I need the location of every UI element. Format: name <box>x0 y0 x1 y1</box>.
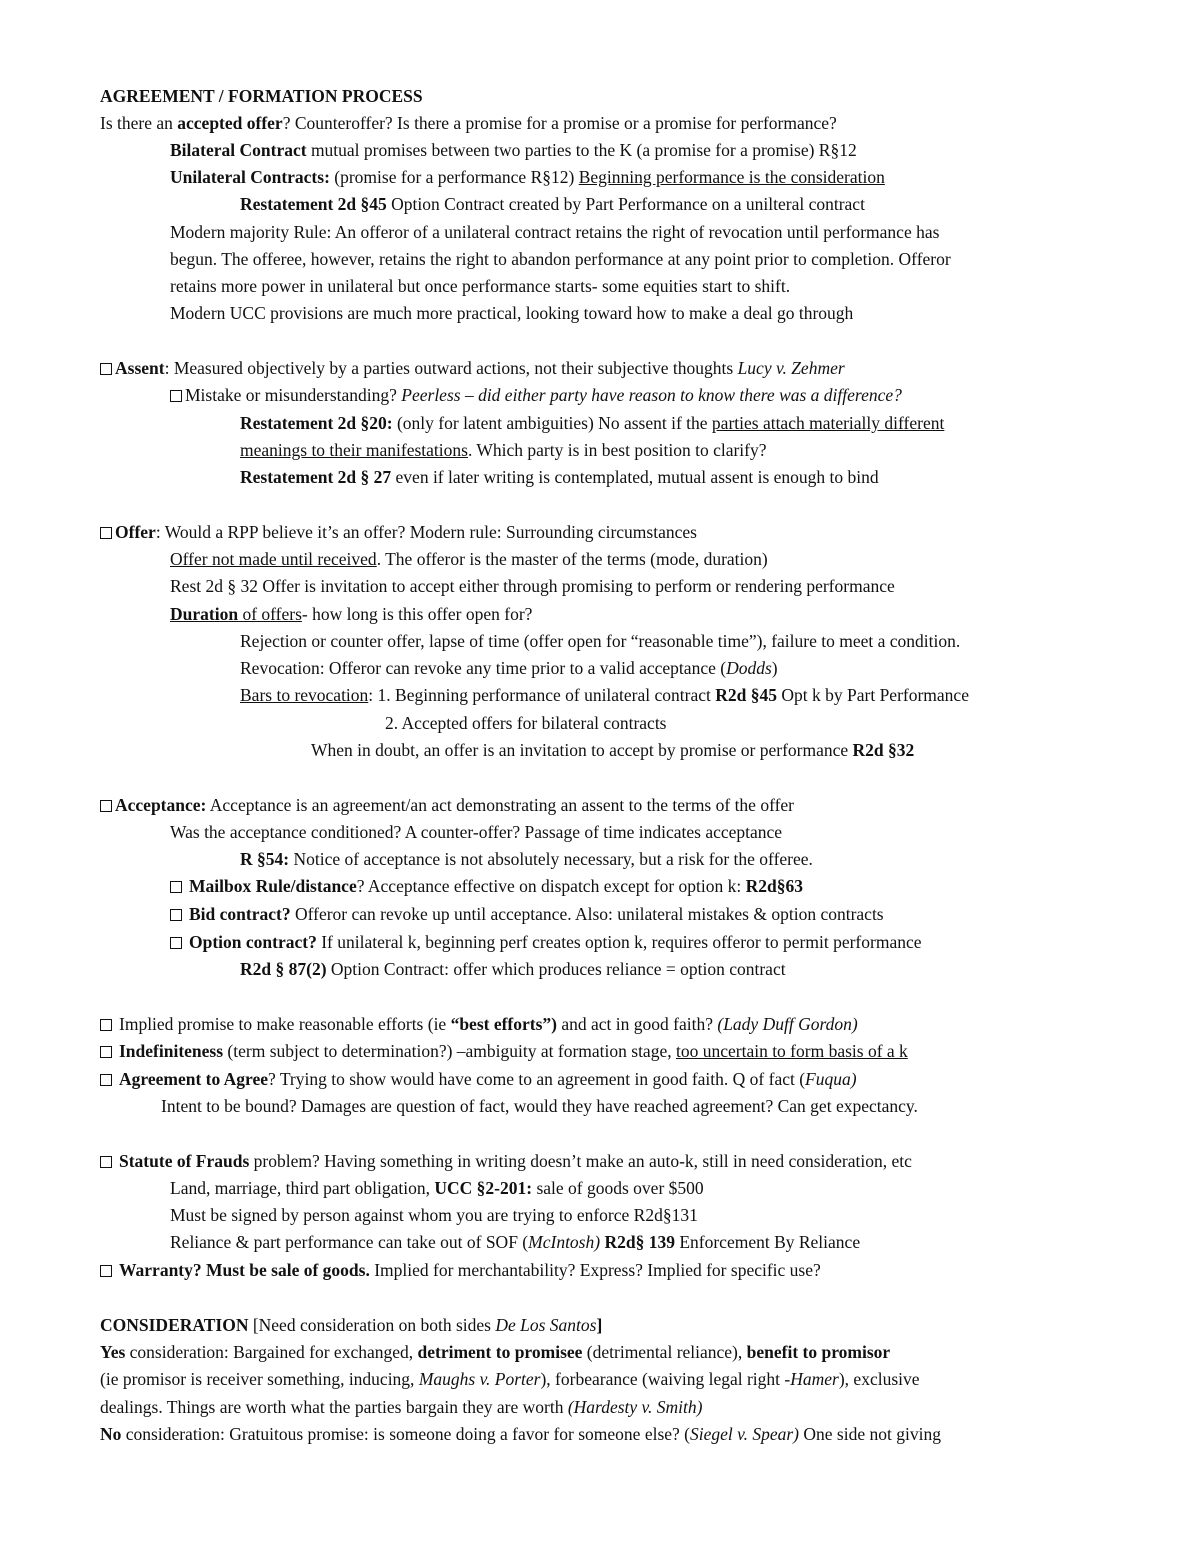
text-line: Agreement to Agree? Trying to show would have come to an agreement in good faith. Q of fact (Fuqua) <box>100 1066 857 1093</box>
text-line: 2. Accepted offers for bilateral contracts <box>385 713 667 733</box>
text-line: Rest 2d § 32 Offer is invitation to accept either through promising to perform or rendering performance <box>170 576 895 596</box>
text-line: When in doubt, an offer is an invitation to accept by promise or performance R2d §32 <box>311 740 915 760</box>
text-line: Modern UCC provisions are much more practical, looking toward how to make a deal go through <box>170 303 854 323</box>
checkbox-icon <box>170 881 182 893</box>
text-line: Is there an accepted offer? Counteroffer? Is there a promise for a promise or a promise for performance? <box>100 113 837 133</box>
checkbox-icon <box>100 1074 112 1086</box>
checkbox-icon <box>100 1046 112 1058</box>
text-line: Unilateral Contracts: (promise for a performance R§12) Beginning performance is the consideration <box>170 167 885 187</box>
checkbox-icon <box>100 1156 112 1168</box>
text-line: R2d § 87(2) Option Contract: offer which produces reliance = option contract <box>240 959 786 979</box>
text-line: Indefiniteness (term subject to determination?) –ambiguity at formation stage, too uncertain to form basis of a k <box>100 1038 908 1065</box>
text-line: (ie promisor is receiver something, inducing, Maughs v. Porter), forbearance (waiving legal right -Hamer), exclusive <box>100 1369 920 1389</box>
text-line: Reliance & part performance can take out of SOF (McIntosh) R2d§ 139 Enforcement By Reliance <box>170 1232 861 1252</box>
text-line: Offer: Would a RPP believe it’s an offer? Modern rule: Surrounding circumstances <box>100 519 697 546</box>
text-line: Yes consideration: Bargained for exchanged, detriment to promisee (detrimental reliance), benefit to promisor <box>100 1342 891 1362</box>
text-line: retains more power in unilateral but once performance starts- some equities start to shift. <box>170 276 791 296</box>
checkbox-icon <box>100 363 112 375</box>
text-line: Duration of offers- how long is this offer open for? <box>170 604 533 624</box>
checkbox-icon <box>100 1265 112 1277</box>
text-line: Must be signed by person against whom you are trying to enforce R2d§131 <box>170 1205 698 1225</box>
checkbox-icon <box>170 390 182 402</box>
text-line: Bars to revocation: 1. Beginning performance of unilateral contract R2d §45 Opt k by Part Performance <box>240 685 969 705</box>
text-line: Modern majority Rule: An offeror of a unilateral contract retains the right of revocation until performance has <box>170 222 940 242</box>
text-line: Restatement 2d §20: (only for latent ambiguities) No assent if the parties attach materially different <box>240 413 945 433</box>
text-line: Restatement 2d §45 Option Contract created by Part Performance on a unilteral contract <box>240 194 865 214</box>
text-line: No consideration: Gratuitous promise: is someone doing a favor for someone else? (Siegel v. Spear) One side not giving <box>100 1424 941 1444</box>
text-line: Implied promise to make reasonable efforts (ie “best efforts”) and act in good faith? (Lady Duff Gordon) <box>100 1011 858 1038</box>
text-line: R §54: Notice of acceptance is not absolutely necessary, but a risk for the offeree. <box>240 849 813 869</box>
text-line: Bid contract? Offeror can revoke up until acceptance. Also: unilateral mistakes & option contracts <box>170 901 884 928</box>
checkbox-icon <box>170 937 182 949</box>
text-line: Was the acceptance conditioned? A counter-offer? Passage of time indicates acceptance <box>170 822 783 842</box>
text-line: dealings. Things are worth what the parties bargain they are worth (Hardesty v. Smith) <box>100 1397 703 1417</box>
text-line: Revocation: Offeror can revoke any time prior to a valid acceptance (Dodds) <box>240 658 778 678</box>
section-heading-consideration: CONSIDERATION [Need consideration on both sides De Los Santos] <box>100 1315 603 1335</box>
checkbox-icon <box>170 909 182 921</box>
text-line: Offer not made until received. The offeror is the master of the terms (mode, duration) <box>170 549 768 569</box>
text-line: Statute of Frauds problem? Having something in writing doesn’t make an auto-k, still in need consideration, etc <box>100 1148 912 1175</box>
text-line: begun. The offeree, however, retains the right to abandon performance at any point prior to completion. Offeror <box>170 249 951 269</box>
text-line: Restatement 2d § 27 even if later writing is contemplated, mutual assent is enough to bind <box>240 467 879 487</box>
text-line: Warranty? Must be sale of goods. Implied for merchantability? Express? Implied for specific use? <box>100 1257 821 1284</box>
checkbox-icon <box>100 800 112 812</box>
text-line: Acceptance: Acceptance is an agreement/an act demonstrating an assent to the terms of the offer <box>100 792 794 819</box>
section-heading-agreement: AGREEMENT / FORMATION PROCESS <box>100 86 423 106</box>
text-line: Mistake or misunderstanding? Peerless – did either party have reason to know there was a difference? <box>170 382 902 409</box>
checkbox-icon <box>100 527 112 539</box>
text-line: Option contract? If unilateral k, beginning perf creates option k, requires offeror to permit performance <box>170 929 922 956</box>
text-line: Bilateral Contract mutual promises between two parties to the K (a promise for a promise) R§12 <box>170 140 857 160</box>
text-line: meanings to their manifestations. Which party is in best position to clarify? <box>240 440 767 460</box>
checkbox-icon <box>100 1019 112 1031</box>
text-line: Intent to be bound? Damages are question of fact, would they have reached agreement? Can get expectancy. <box>161 1096 918 1116</box>
text-line: Land, marriage, third part obligation, UCC §2-201: sale of goods over $500 <box>170 1178 704 1198</box>
text-line: Assent: Measured objectively by a parties outward actions, not their subjective thoughts Lucy v. Zehmer <box>100 355 845 382</box>
text-line: Mailbox Rule/distance? Acceptance effective on dispatch except for option k: R2d§63 <box>170 873 803 900</box>
text-line: Rejection or counter offer, lapse of time (offer open for “reasonable time”), failure to meet a condition. <box>240 631 961 651</box>
